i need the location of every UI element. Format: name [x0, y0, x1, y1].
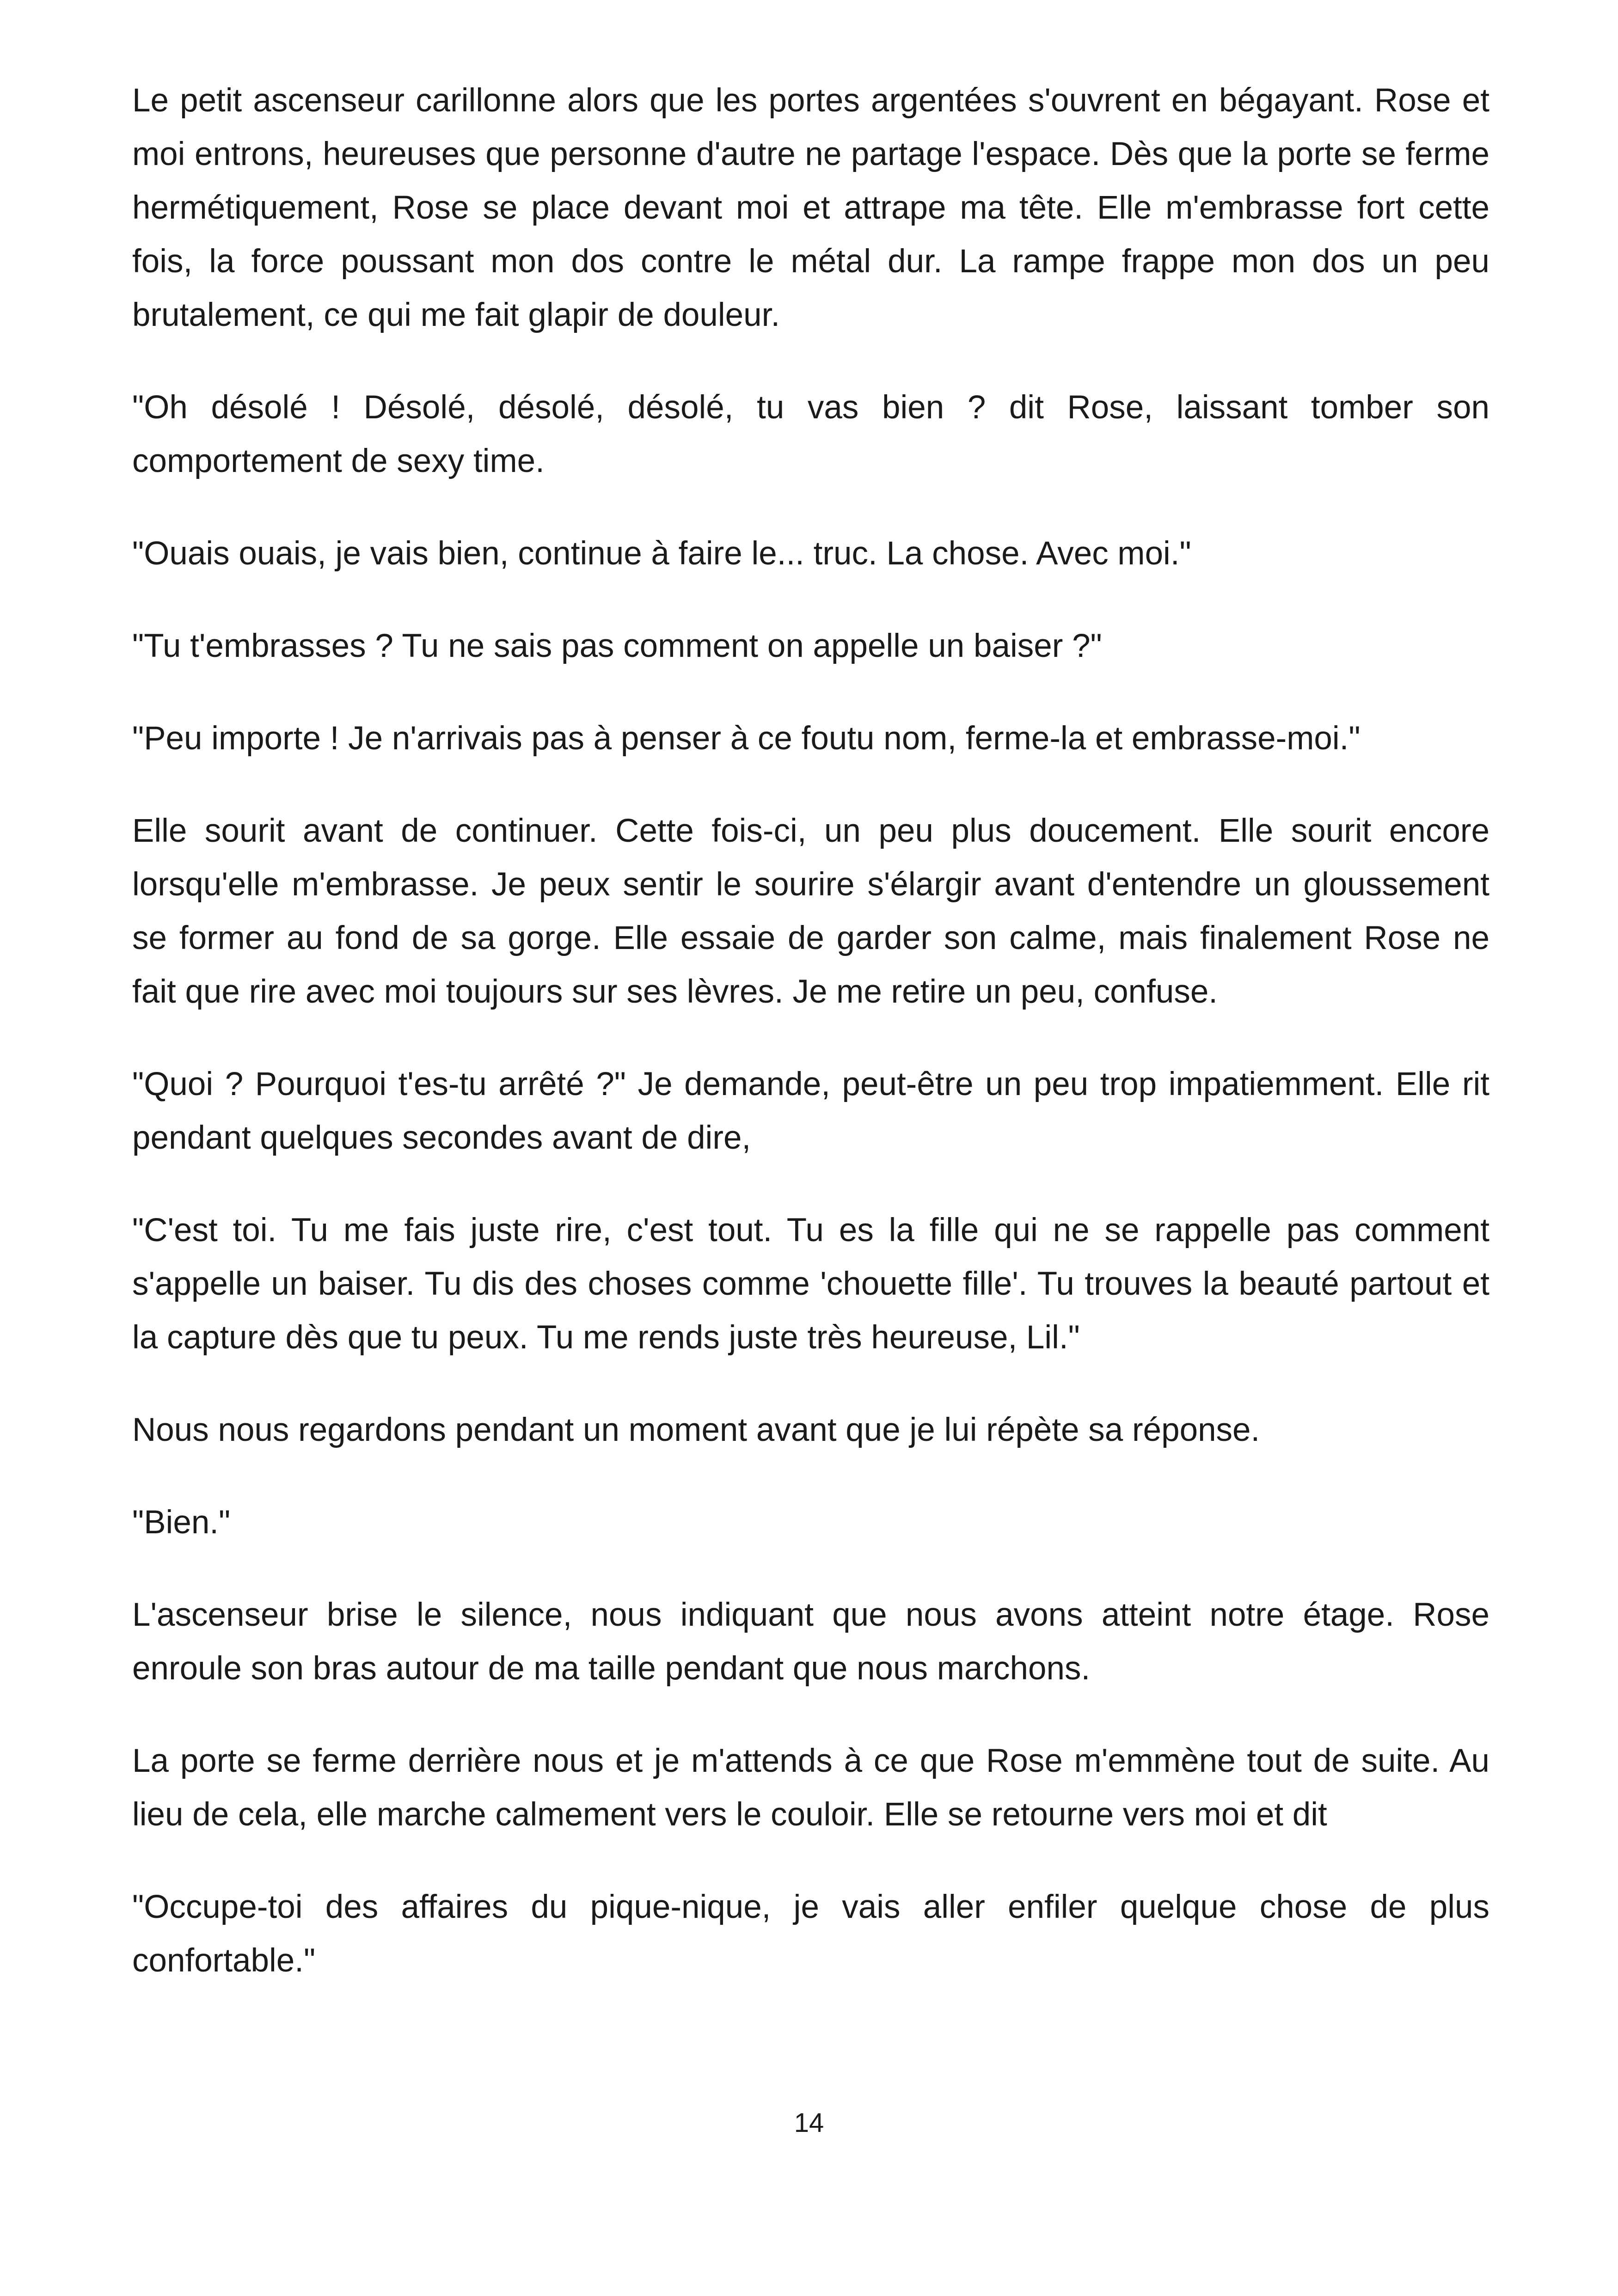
page-body [132, 74, 1489, 2027]
paragraph: "Bien." [132, 1504, 231, 1541]
paragraph: "Quoi ? Pourquoi t'es-tu arrêté ?" Je demande, peut-être un peu trop impatiemment. Elle rit pendant quelques secondes avant de dire, [132, 1066, 1489, 1156]
paragraph: "Peu importe ! Je n'arrivais pas à penser à ce foutu nom, ferme-la et embrasse-moi." [132, 720, 1361, 757]
paragraph: La porte se ferme derrière nous et je m'attends à ce que Rose m'emmène tout de suite. Au lieu de cela, elle marche calmement vers le couloir. Elle se retourne vers moi et dit [132, 1743, 1489, 1833]
paragraph: Le petit ascenseur carillonne alors que les portes argentées s'ouvrent en bégayant. Rose et moi entrons, heureuses que personne d'autre ne partage l'espace. Dès que la porte se ferme hermétiquement, Rose se place devant moi et attrape ma tête. Elle m'embrasse fort cette fois, la force poussant mon dos contre le métal dur. La rampe frappe mon dos un peu brutalement, ce qui me fait glapir de douleur. [132, 82, 1489, 333]
paragraph: Nous nous regardons pendant un moment avant que je lui répète sa réponse. [132, 1412, 1260, 1448]
paragraph: "C'est toi. Tu me fais juste rire, c'est tout. Tu es la fille qui ne se rappelle pas comment s'appelle un baiser. Tu dis des choses comme 'chouette fille'. Tu trouves la beauté partout et la capture dès que tu peux. Tu me rends juste très heureuse, Lil." [132, 1212, 1489, 1356]
paragraph: "Occupe-toi des affaires du pique-nique, je vais aller enfiler quelque chose de plus confortable." [132, 1889, 1489, 1979]
page-number: 14 [794, 2108, 824, 2138]
paragraph: "Ouais ouais, je vais bien, continue à faire le... truc. La chose. Avec moi." [132, 535, 1191, 572]
paragraph: "Oh désolé ! Désolé, désolé, désolé, tu vas bien ? dit Rose, laissant tomber son comportement de sexy time. [132, 389, 1489, 479]
paragraph: L'ascenseur brise le silence, nous indiquant que nous avons atteint notre étage. Rose enroule son bras autour de ma taille pendant que nous marchons. [132, 1597, 1489, 1687]
paragraph: "Tu t'embrasses ? Tu ne sais pas comment on appelle un baiser ?" [132, 628, 1102, 664]
paragraph: Elle sourit avant de continuer. Cette fois-ci, un peu plus doucement. Elle sourit encore lorsqu'elle m'embrasse. Je peux sentir le sourire s'élargir avant d'entendre un gloussement se former au fond de sa gorge. Elle essaie de garder son calme, mais finalement Rose ne fait que rire avec moi toujours sur ses lèvres. Je me retire un peu, confuse. [132, 813, 1489, 1010]
